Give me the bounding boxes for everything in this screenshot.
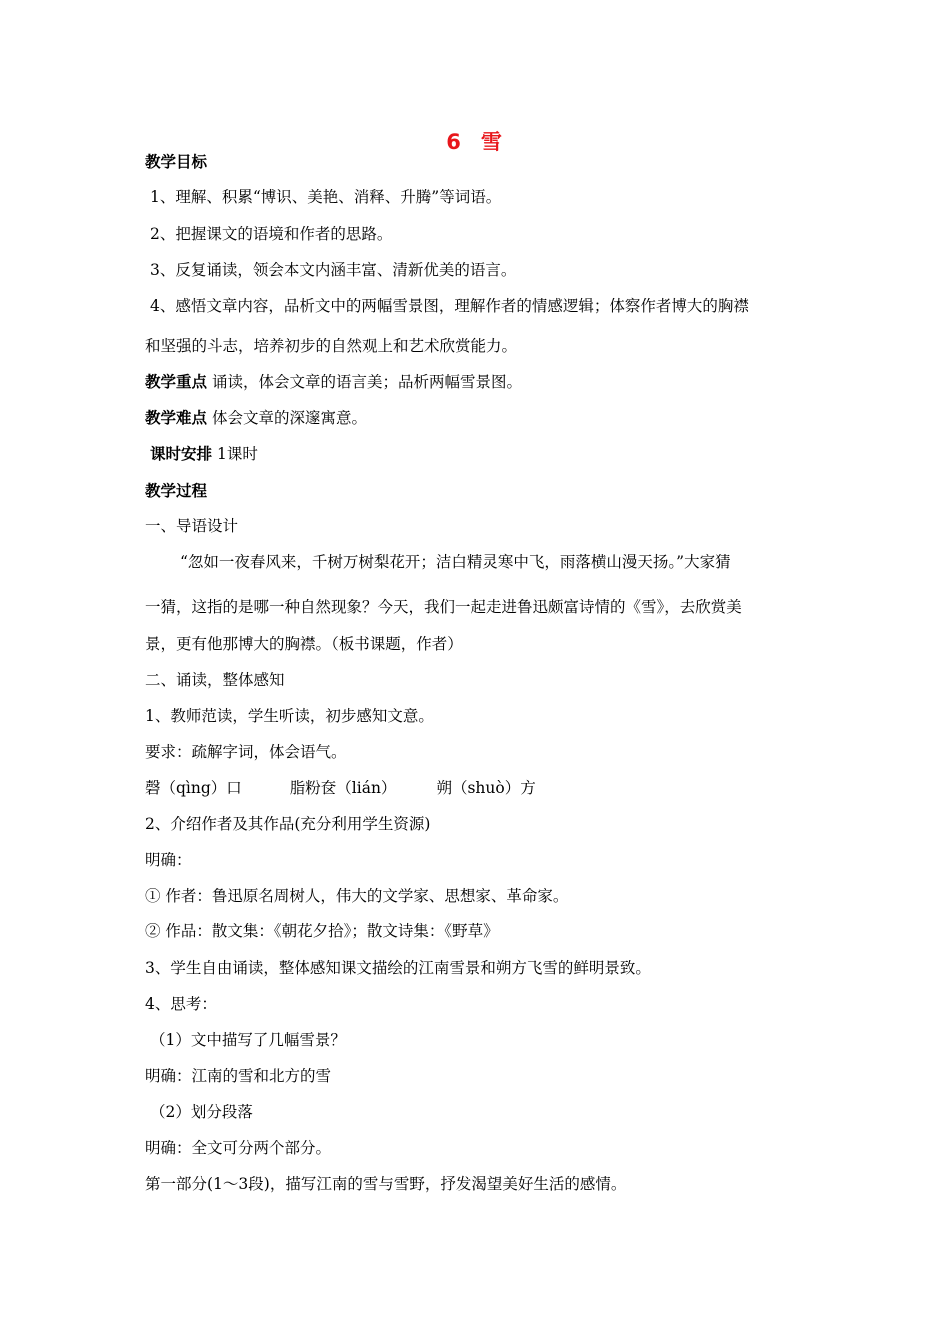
vocab-item: 脂粉奁（lián）	[289, 779, 397, 797]
step-item: 1、教师范读，学生听读，初步感知文意。	[145, 707, 434, 725]
intro-paragraph-line: 景，更有他那博大的胸襟。（板书课题，作者）	[145, 635, 463, 653]
objective-item: 3、反复诵读，领会本文内涵丰富、清新优美的语言。	[150, 261, 517, 279]
section-heading: 二、诵读，整体感知	[145, 671, 285, 689]
vocab-item: 磬（qìng）口	[145, 779, 242, 797]
vocab-row	[145, 778, 536, 798]
schedule-row	[150, 444, 258, 464]
objective-item: 2、把握课文的语境和作者的思路。	[150, 225, 393, 243]
lesson-title-text: 雪	[480, 130, 504, 154]
question-item: （2）划分段落	[150, 1103, 253, 1121]
key-points-text: 诵读，体会文章的语言美；品析两幅雪景图。	[211, 373, 522, 391]
answer-item: 明确：江南的雪和北方的雪	[145, 1067, 332, 1085]
lesson-title	[0, 126, 950, 156]
objective-item: 1、理解、积累“博识、美艳、消释、升腾”等词语。	[150, 188, 502, 206]
author-point: ① 作者：鲁迅原名周树人，伟大的文学家、思想家、革命家。	[145, 887, 569, 905]
clarify-label: 明确：	[145, 851, 192, 869]
difficulty-row	[145, 408, 367, 428]
key-points-row	[145, 372, 522, 392]
step-item: 4、思考：	[145, 995, 217, 1013]
difficulty-label: 教学难点	[145, 409, 208, 427]
key-points-label: 教学重点	[145, 373, 208, 391]
process-heading: 教学过程	[145, 482, 208, 500]
schedule-label: 课时安排	[150, 445, 213, 463]
requirement-text: 要求：疏解字词，体会语气。	[145, 743, 347, 761]
answer-item: 明确：全文可分两个部分。	[145, 1139, 332, 1157]
step-item: 3、学生自由诵读，整体感知课文描绘的江南雪景和朔方飞雪的鲜明景致。	[145, 959, 651, 977]
part-description: 第一部分(1～3段)，描写江南的雪与雪野，抒发渴望美好生活的感情。	[145, 1175, 627, 1193]
step-item: 2、介绍作者及其作品(充分利用学生资源)	[145, 815, 431, 833]
difficulty-text: 体会文章的深邃寓意。	[211, 409, 367, 427]
objective-item: 4、感悟文章内容，品析文中的两幅雪景图，理解作者的情感逻辑；体察作者博大的胸襟	[150, 297, 749, 315]
vocab-item: 朔（shuò）方	[436, 779, 536, 797]
question-item: （1）文中描写了几幅雪景？	[150, 1031, 346, 1049]
section-heading: 一、导语设计	[145, 517, 239, 535]
objective-item-continued: 和坚强的斗志，培养初步的自然观上和艺术欣赏能力。	[145, 337, 518, 355]
objectives-heading: 教学目标	[145, 153, 208, 171]
intro-paragraph-line: 一猜，这指的是哪一种自然现象？今天，我们一起走进鲁迅颇富诗情的《雪》，去欣赏美	[145, 598, 742, 616]
schedule-text: 1课时	[216, 445, 258, 463]
works-point: ② 作品：散文集：《朝花夕拾》；散文诗集：《野草》	[145, 922, 499, 940]
lesson-number: 6	[446, 130, 463, 154]
intro-paragraph-line: “忽如一夜春风来，千树万树梨花开；洁白精灵寒中飞，雨落横山漫天扬。”大家猜	[180, 553, 731, 571]
